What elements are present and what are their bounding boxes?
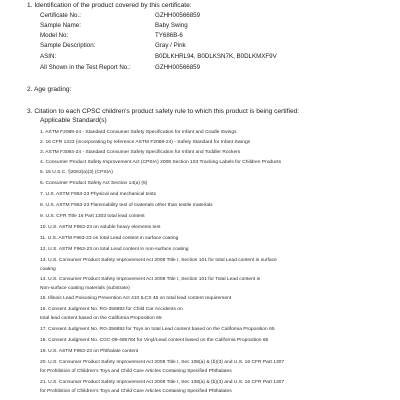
standard-line: total lead content based on the California Proposition 65 (40, 316, 162, 321)
field-value: GZHH00566859 (155, 64, 201, 71)
standard-line: 14. U.S. Consumer Product Safety Improvement Act 2008 Title I, Section 101 for Total Lead content in (40, 277, 261, 282)
standard-line: 12. U.S. ASTM F963-23 on total Lead content in non-surface coating (40, 247, 189, 252)
standard-line: 9. U.S. CFR Title 16 Part 1303 total lead content (40, 214, 145, 219)
standard-line: 7. U.S. ASTM F963-23 Physical and mechanical tests (40, 192, 157, 197)
standard-line: 11. U.S. ASTM F963-23 on total Lead content in surface coating (40, 236, 179, 241)
field-label: Model No: (40, 32, 69, 39)
section-2-heading: 2. Age grading: (27, 86, 72, 93)
section-3-heading: 3. Citation to each CPSC children's product safety rule to which this product is being certified: (27, 108, 300, 115)
standard-line: 20. U.S. Consumer Product Safety Improvement Act 2008 Title I, Sec 108(a) & (b)(3) and U.S. 16 CFR Part 1307 (40, 360, 285, 365)
standard-line: 8. U.S. ASTM F963-23 Flammability test of materials other than textile materials (40, 203, 213, 208)
standard-line: 3. ASTM F3084-24 - Standard Consumer Safety Specification for Infant and Toddler Rockers (40, 150, 241, 155)
standard-line: coating (40, 267, 56, 272)
field-row (40, 53, 277, 60)
standard-line: Non-surface coating materials (substrate) (40, 286, 130, 291)
field-value: Baby Swing (155, 22, 188, 29)
field-row (40, 64, 200, 71)
standard-line: 19. U.S. ASTM F963-23 on Phthalate content (40, 349, 139, 354)
field-value: GZHH00566859 (155, 12, 201, 19)
standard-line: 10. U.S. ASTM F963-23 on soluble heavy elements test (40, 225, 161, 230)
field-row (40, 12, 200, 19)
standard-line: 13. U.S. Consumer Product Safety Improvement Act 2008 Title I, Section 101 for total Lead content in surface (40, 258, 277, 263)
field-row (40, 22, 188, 29)
standard-line: for Prohibition of Children's Toys and Child Care Articles Containing Specified Phthalates (40, 389, 232, 394)
field-label: Sample Description: (40, 42, 96, 49)
field-row (40, 32, 183, 39)
standard-line: for Prohibition of Children's Toys and Child Care Articles Containing Specified Phthalates (40, 369, 232, 374)
field-label: Sample Name: (40, 22, 81, 29)
field-value: B0DLKHRL94, B0DLKSN7K, B0DLKMXF9V (155, 53, 277, 60)
standard-line: 1. ASTM F2088-24 - Standard Consumer Safety Specification for Infant and Cradle Swings (40, 130, 237, 135)
field-value: Gray / Pink (155, 42, 186, 49)
section-1-heading: 1. Identification of the product covered by this certificate: (27, 2, 192, 9)
field-label: All Shown in the Test Report No.: (40, 64, 131, 71)
standard-line: 17. Consent Judgment No. RG-356892 for Toys on total Lead content based on the California Proposition 65 (40, 327, 275, 332)
section-3-subheading: Applicable Standard(s) (40, 117, 107, 124)
standard-line: 2. 16 CFR 1223 (incorporating by reference ASTM F2088-24) - Safety Standard for Infant Swings (40, 140, 251, 145)
field-value: TY686B-6 (155, 32, 183, 39)
standard-line: 16. Consent Judgment No. RG-356892 for Child Car Accidents on (40, 307, 183, 312)
standard-line: 5. 15 U.S.C. §2063(a)(3) (CPSIA) (40, 170, 113, 175)
standard-line: 4. Consumer Product Safety Improvement Act (CPSIA) 2008 Section 103 Tracking Labels for Children Products (40, 160, 282, 165)
field-label: ASIN: (40, 53, 57, 60)
standard-line: 15. Illinois Lead Poisoning Prevention Act 410 ILCS 45 on total lead content requirement (40, 296, 232, 301)
standard-line: 6. Consumer Product Safety Act Section 14(a) (5) (40, 181, 148, 186)
standard-line: 18. Consent Judgment No. CGC-09-485784 for Vinyl/Lead content based on the California Proposition 65 (40, 338, 269, 343)
standard-line: 21. U.S. Consumer Product Safety Improvement Act 2008 Title I, Sec 108(a) & (b)(3) and U.S. 16 CFR Part 1307 (40, 380, 285, 385)
field-row (40, 42, 186, 49)
field-label: Certificate No.: (40, 12, 81, 19)
